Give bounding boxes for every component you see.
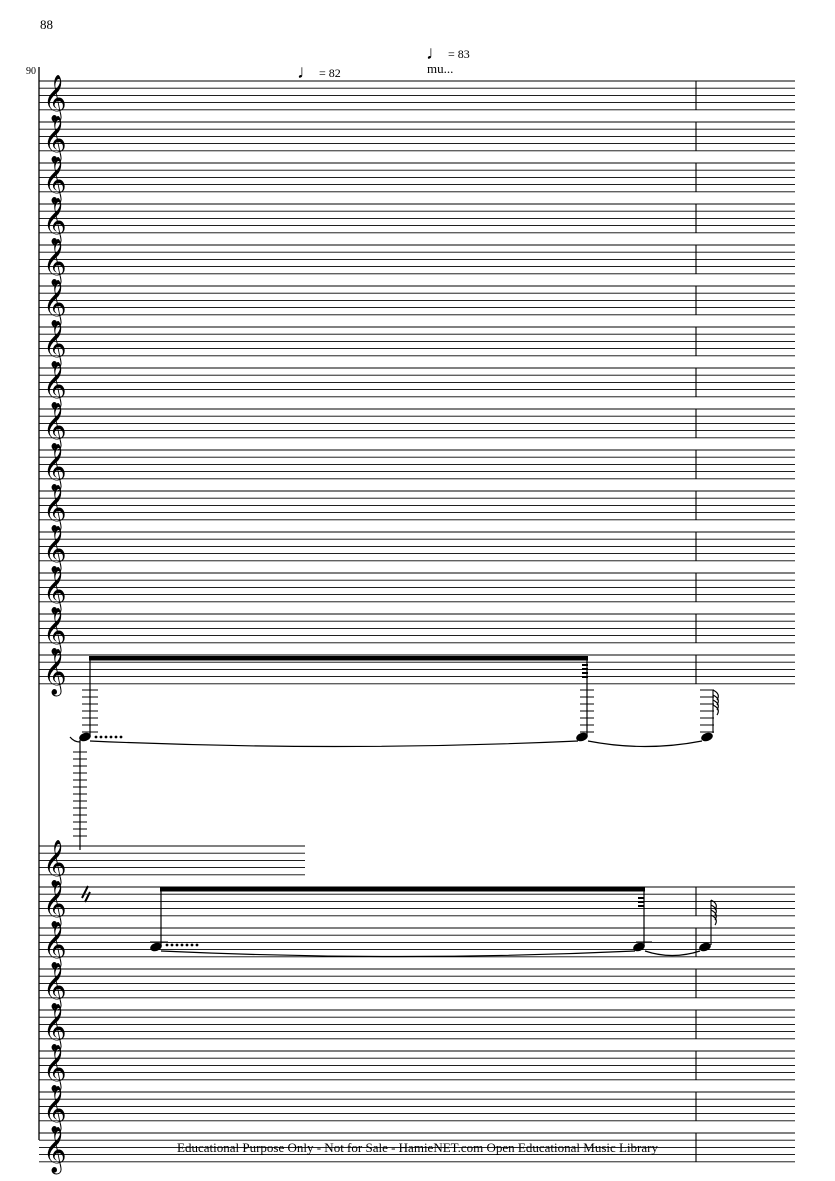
treble-clef-icon: 𝄞 — [43, 321, 67, 367]
beam — [160, 887, 645, 892]
treble-clef-icon: 𝄞 — [43, 362, 67, 408]
treble-clef-icon: 𝄞 — [43, 1045, 67, 1091]
quarter-note-icon: ♩ — [426, 43, 445, 64]
quarter-note-icon: ♩ — [297, 62, 316, 83]
staff — [39, 280, 795, 328]
treble-clef-icon: 𝄞 — [43, 608, 67, 654]
notehead — [698, 941, 712, 953]
treble-clef-icon: 𝄞 — [43, 444, 67, 490]
treble-clef-icon: 𝄞 — [43, 198, 67, 244]
tie — [70, 737, 80, 742]
treble-clef-icon: 𝄞 — [43, 1086, 67, 1132]
treble-clef-icon: 𝄞 — [43, 485, 67, 531]
footer-text: Educational Purpose Only - Not for Sale - HamieNET.com Open Educational Music Library — [177, 1140, 658, 1155]
page-number: 88 — [40, 17, 53, 32]
treble-clef-icon: 𝄞 — [43, 239, 67, 285]
staves — [39, 75, 795, 1175]
treble-clef-icon: 𝄞 — [43, 403, 67, 449]
notehead — [700, 731, 714, 743]
staff — [39, 567, 795, 615]
treble-clef-icon: 𝄞 — [43, 526, 67, 572]
treble-clef-icon: 𝄞 — [43, 116, 67, 162]
flags — [582, 664, 718, 715]
treble-clef-icon: 𝄞 — [43, 840, 67, 886]
tie — [90, 741, 578, 747]
staff — [39, 239, 795, 287]
staff — [39, 963, 795, 1011]
beam — [89, 656, 588, 661]
measure-number: 90 — [26, 66, 36, 77]
staff — [39, 1045, 795, 1093]
staff — [39, 321, 795, 369]
treble-clef-icon: 𝄞 — [43, 157, 67, 203]
ledger-lines — [82, 690, 714, 732]
staff — [39, 840, 305, 888]
tie — [645, 951, 700, 956]
staff — [39, 116, 795, 164]
note-group-upper — [70, 656, 718, 850]
tempo-text: = 82 — [319, 66, 341, 80]
staff — [39, 1086, 795, 1134]
treble-clef-icon: 𝄞 — [43, 963, 67, 1009]
tempo-text: = 83 — [448, 47, 470, 61]
staff — [39, 608, 795, 656]
tie — [161, 951, 635, 957]
staff — [39, 403, 795, 451]
staff — [39, 485, 795, 533]
staff — [39, 75, 795, 123]
note-group-lower — [82, 886, 716, 957]
staff — [39, 1004, 795, 1052]
staff — [39, 198, 795, 246]
staff — [39, 157, 795, 205]
augmentation-dots — [166, 944, 199, 947]
treble-clef-icon: 𝄞 — [43, 881, 67, 927]
treble-clef-icon: 𝄞 — [43, 922, 67, 968]
staff — [39, 444, 795, 492]
treble-clef-icon: 𝄞 — [43, 1127, 67, 1173]
treble-clef-icon: 𝄞 — [43, 280, 67, 326]
treble-clef-icon: 𝄞 — [43, 75, 67, 121]
tie — [588, 741, 702, 747]
treble-clef-icon: 𝄞 — [43, 567, 67, 613]
treble-clef-icon: 𝄞 — [43, 1004, 67, 1050]
staff — [39, 362, 795, 410]
expression-text: mu... — [427, 61, 454, 76]
staff — [39, 526, 795, 574]
treble-clef-icon: 𝄞 — [43, 649, 67, 695]
augmentation-dots — [95, 736, 123, 739]
